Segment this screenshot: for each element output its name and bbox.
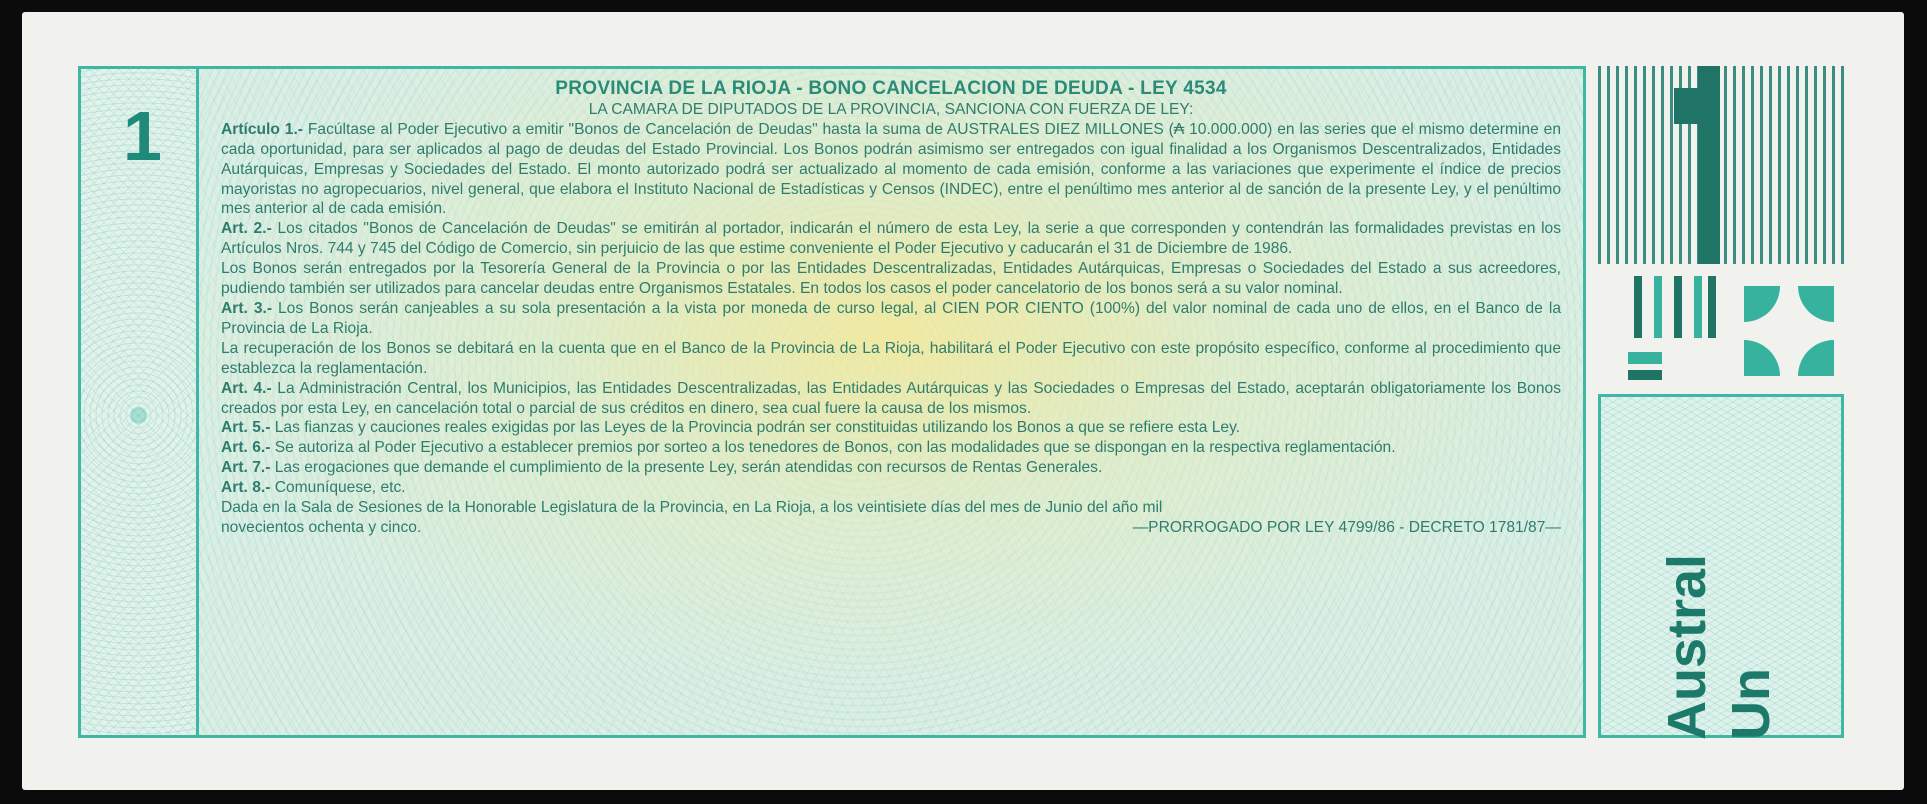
article-4: Art. 4.- La Administración Central, los Municipios, las Entidades Descentralizadas, las Entidades Autárquicas y las Sociedades o Empresas del Estado, aceptarán obligatoriamente los Bonos creados por esta Ley, en cancelación total o parcial de sus créditos en dinero, sea cual fuere la causa de los mismos. xyxy=(221,379,1561,417)
denomination-word-un: Un xyxy=(1721,668,1781,741)
article-2: Art. 2.- Los citados "Bonos de Cancelación de Deudas" se emitirán al portador, indicarán el número de esta Ley, la serie a que corresponden y contendrán las formalidades previstas en los Artículos Nros. 744 y 745 del Código de Comercio, sin perjuicio de las que estime conveniente el Poder Ejecutivo y caducarán el 31 de Diciembre de 1986. xyxy=(221,220,1561,258)
article-3-paragraph: La recuperación de los Bonos se debitará en la cuenta que en el Banco de la Provincia de La Rioja, habilitará el Poder Ejecutivo con este propósito específico, conforme al procedimiento que establezca la reglamentación. xyxy=(221,339,1561,377)
denomination-box xyxy=(1598,394,1844,741)
extension-note: —PRORROGADO POR LEY 4799/86 - DECRETO 1781/87— xyxy=(1132,518,1561,536)
article-5: Art. 5.- Las fianzas y cauciones reales exigidas por las Leyes de la Provincia podrán ser constituidas utilizando los Bonos a que se refiere esta Ley. xyxy=(221,419,1241,437)
note-title: PROVINCIA DE LA RIOJA - BONO CANCELACION DE DEUDA - LEY 4534 xyxy=(555,78,1227,99)
article-2-paragraph: Los Bonos serán entregados por la Tesorería General de la Provincia o por las Entidades Descentralizadas, Entidades Autárquicas, Empresas o Sociedades del Estado a sus acreedores, pudiendo también ser utilizados para cancelar deudas entre Organismos Estatales. En todos los casos el poder cancelatorio de los bonos será a su valor nominal. xyxy=(221,260,1561,298)
article-7: Art. 7.- Las erogaciones que demande el cumplimiento de la presente Ley, serán atendidas con recursos de Rentas Generales. xyxy=(221,459,1103,477)
article-8: Art. 8.- Comuníquese, etc. xyxy=(221,479,406,497)
closing-last-line xyxy=(221,518,1561,538)
denomination-word-austral: Austral xyxy=(1657,553,1717,741)
article-3: Art. 3.- Los Bonos serán canjeables a su sola presentación a la vista por moneda de curso legal, al CIEN POR CIENTO (100%) del valor nominal de cada uno de ellos, en el Banco de la Provincia de La Rioja. xyxy=(221,299,1561,337)
striped-one-numeral xyxy=(1674,66,1744,264)
austral-symbol-emblem xyxy=(1628,276,1842,386)
closing-text: Dada en la Sala de Sesiones de la Honorable Legislatura de la Provincia, en La Rioja, a los veintisiete días del mes de Junio del año mil xyxy=(221,499,1163,517)
article-6: Art. 6.- Se autoriza al Poder Ejecutivo a establecer premios por sorteo a los tenedores de Bonos, con las modalidades que se dispongan en la respectiva reglamentación. xyxy=(221,439,1396,457)
text-panel xyxy=(78,66,1586,738)
article-1: Artículo 1.- Facúltase al Poder Ejecutivo a emitir "Bonos de Cancelación de Deudas" hasta la suma de AUSTRALES DIEZ MILLONES (₳ 10.000.000) en las series que el mismo determine en cada oportunidad, para ser aplicados al pago de deudas del Estado Provincial. Los Bonos podrán asimismo ser entregados con igual finalidad a los Organismos Descentralizados, Entidades Autárquicas, Empresas y Sociedades del Estado. El monto autorizado podrá ser actualizado al momento de cada emisión, conforme a las variaciones que experimente el índice de precios mayoristas no agropecuarios, nivel general, que elabora el Instituto Nacional de Estadísticas y Censos (INDEC), entre el penúltimo mes anterior al de sanción de la presente Ley, y el penúltimo mes anterior al de cada emisión. xyxy=(221,120,1562,218)
closing-end: novecientos ochenta y cinco. xyxy=(221,518,422,536)
denomination-numeral: 1 xyxy=(123,97,162,175)
note-subtitle: LA CAMARA DE DIPUTADOS DE LA PROVINCIA, SANCIONA CON FUERZA DE LEY: xyxy=(588,100,1194,118)
guilloche-side-panel xyxy=(81,69,199,735)
denomination-words xyxy=(1655,554,1783,740)
law-text-block xyxy=(221,79,1561,538)
